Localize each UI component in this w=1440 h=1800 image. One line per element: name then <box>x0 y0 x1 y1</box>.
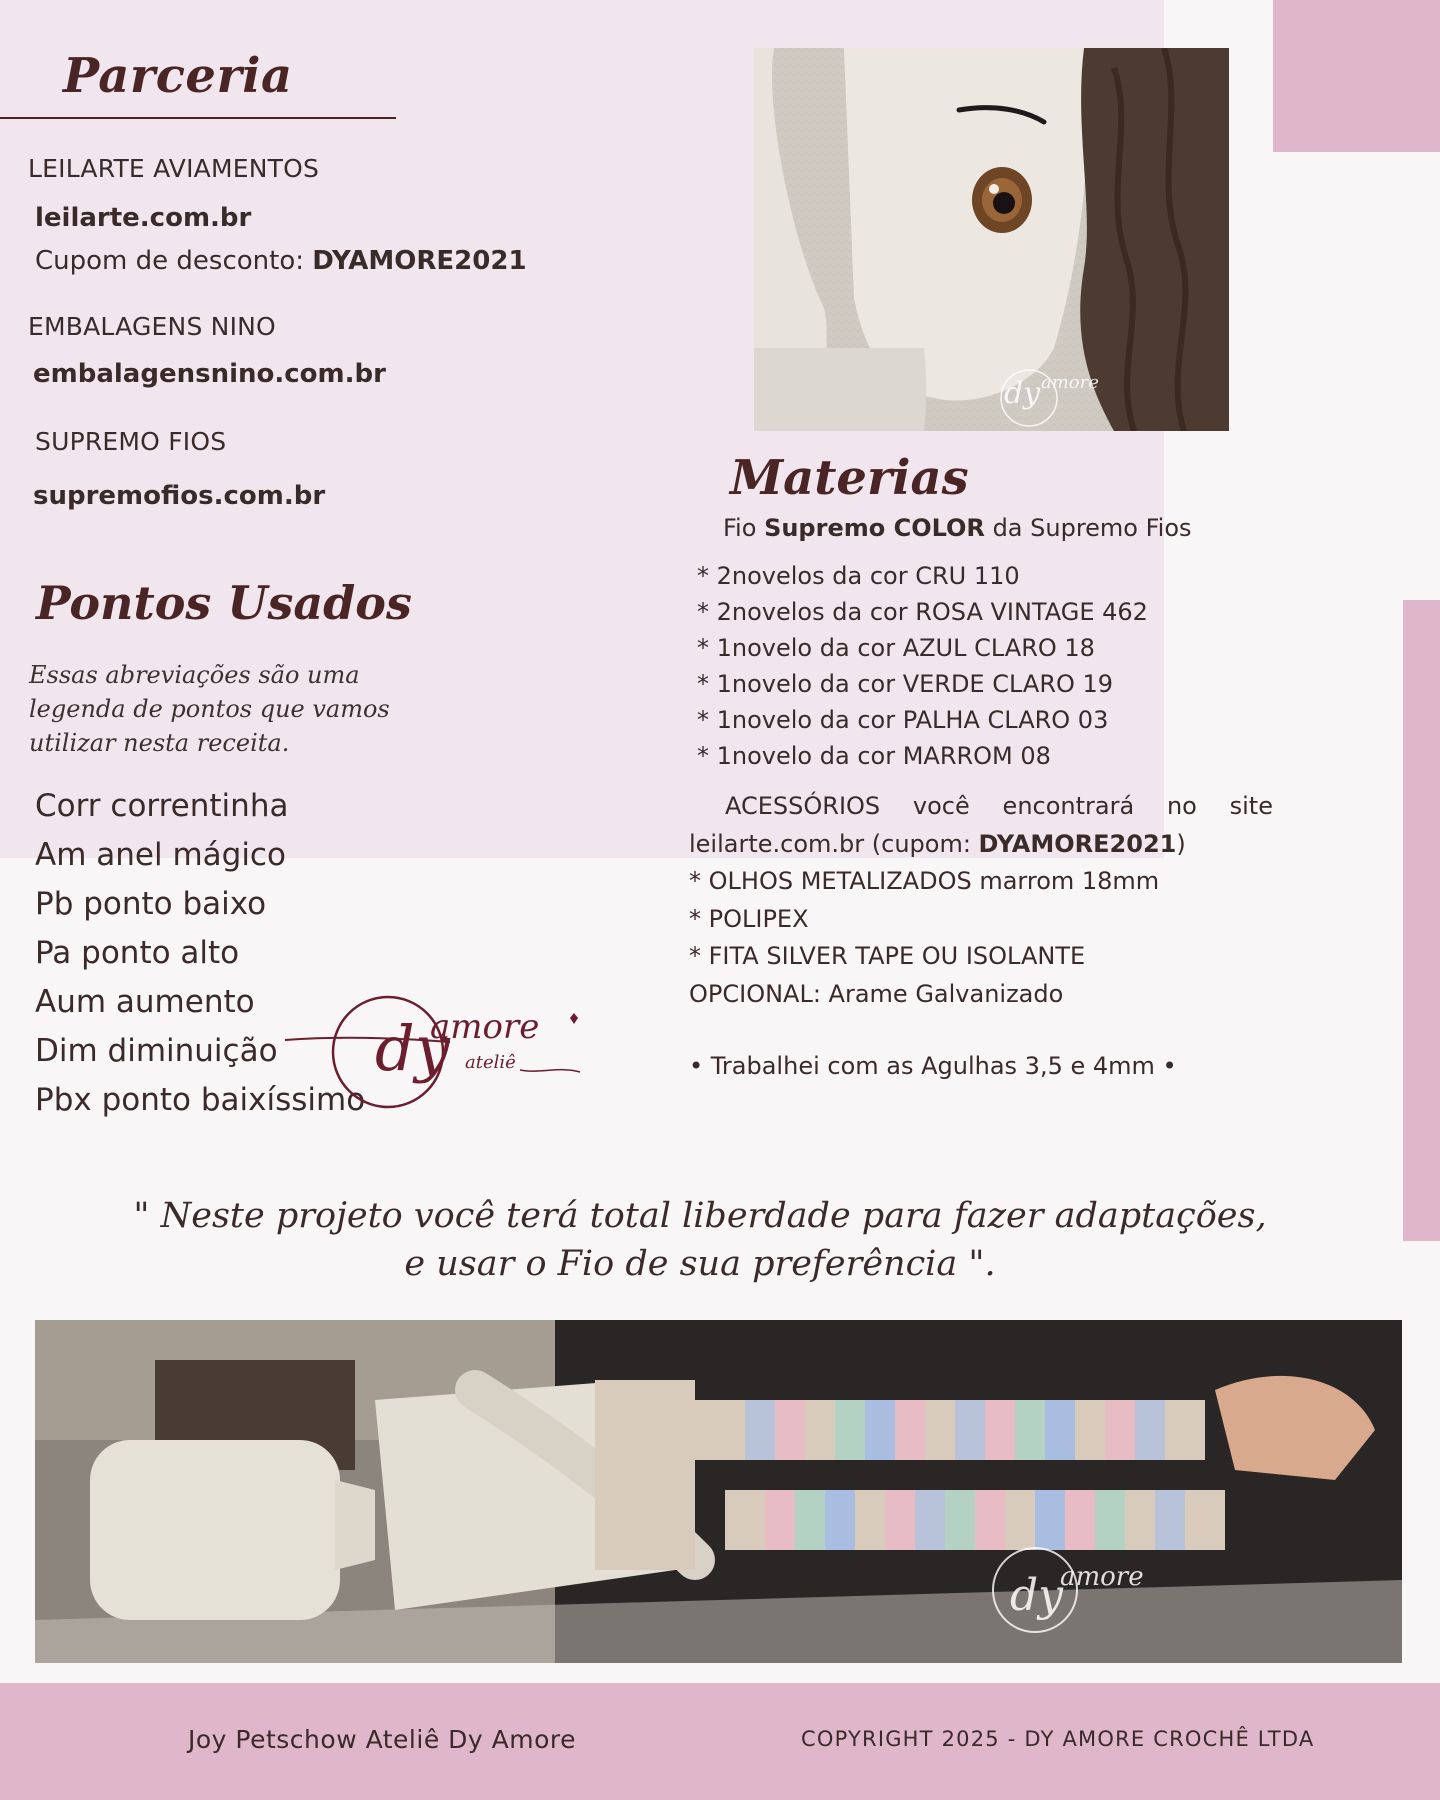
material-item: * 1novelo da cor MARROM 08 <box>697 742 1051 770</box>
accessory-item: * FITA SILVER TAPE OU ISOLANTE <box>689 942 1086 970</box>
stitches-title: Pontos Usados <box>36 576 412 630</box>
partner-link-supremo[interactable]: supremofios.com.br <box>33 481 326 511</box>
material-item: * 1novelo da cor AZUL CLARO 18 <box>697 634 1095 662</box>
logo-mark-atelie: ateliê <box>465 1052 516 1073</box>
accessories-word: site <box>1229 792 1273 820</box>
quote-line-2: e usar o Fio de sua preferência ". <box>404 1244 996 1284</box>
accessory-item: * POLIPEX <box>689 904 809 933</box>
yarn-brand: Supremo COLOR <box>764 514 985 542</box>
photo-watermark-dy: dy <box>1010 1570 1064 1621</box>
doll-face-photo <box>754 48 1229 431</box>
doll-leg-bottom <box>725 1490 1225 1550</box>
partner-link-leilarte[interactable]: leilarte.com.br <box>35 203 252 233</box>
stitch-item: Corr correntinha <box>35 788 289 824</box>
dy-amore-logo <box>280 990 590 1115</box>
accessories-intro <box>689 788 1273 826</box>
material-item: * 2novelos da cor ROSA VINTAGE 462 <box>697 598 1148 626</box>
stitch-item: Am anel mágico <box>35 837 286 873</box>
quote-line-1: " Neste projeto você terá total liberdade para fazer adaptações, <box>133 1196 1267 1236</box>
accessories-block <box>689 788 1273 1013</box>
stitch-item: Dim diminuição <box>35 1033 278 1069</box>
footer-author: Joy Petschow Ateliê Dy Amore <box>188 1725 576 1754</box>
stitch-item: Pb ponto baixo <box>35 886 267 922</box>
yarn-line <box>723 514 1192 542</box>
partnership-title: Parceria <box>63 48 293 104</box>
accessories-word: ACESSÓRIOS <box>725 792 881 820</box>
accessories-site-line <box>689 826 1273 864</box>
accessories-close: ) <box>1176 829 1186 858</box>
stitch-item: Aum aumento <box>35 984 255 1020</box>
partner-coupon <box>35 246 527 276</box>
accessories-word: encontrará <box>1002 792 1135 820</box>
accessories-site[interactable]: leilarte.com.br (cupom: <box>689 829 979 858</box>
accent-block-top-right <box>1273 0 1440 152</box>
logo-mark-amore: amore <box>430 1007 540 1047</box>
photo-watermark-amore: amore <box>1041 372 1099 393</box>
coupon-label: Cupom de desconto: <box>35 246 304 276</box>
accessories-word: você <box>912 792 970 820</box>
accessory-item: * OLHOS METALIZADOS marrom 18mm <box>689 867 1160 895</box>
photo-watermark-amore: amore <box>1060 1562 1144 1592</box>
accessories-word: no <box>1166 792 1197 820</box>
accessory-item: OPCIONAL: Arame Galvanizado <box>689 979 1064 1008</box>
material-item: * 2novelos da cor CRU 110 <box>697 562 1020 590</box>
partner-name-supremo: SUPREMO FIOS <box>35 427 227 456</box>
stitches-description: Essas abreviações são uma legenda de pontos que vamos utilizar nesta receita. <box>29 661 390 757</box>
doll-leg-top <box>685 1400 1205 1460</box>
footer <box>0 1683 1440 1800</box>
logo-mark-dy: dy <box>375 1012 450 1085</box>
accessories-coupon-code: DYAMORE2021 <box>978 829 1177 858</box>
stitch-item: Pbx ponto baixíssimo <box>35 1082 366 1118</box>
doll-body-photo <box>35 1320 1402 1663</box>
partner-link-nino[interactable]: embalagensnino.com.br <box>33 359 386 389</box>
footer-copyright: COPYRIGHT 2025 - DY AMORE CROCHÊ LTDA <box>801 1727 1315 1751</box>
yarn-suffix: da Supremo Fios <box>992 514 1192 542</box>
materials-title: Materias <box>730 450 969 506</box>
material-item: * 1novelo da cor VERDE CLARO 19 <box>697 670 1114 698</box>
materials-list <box>697 558 1148 774</box>
partnership-divider <box>0 117 396 119</box>
accent-bar-right <box>1403 600 1440 1241</box>
coupon-code: DYAMORE2021 <box>312 246 527 276</box>
partner-name-nino: EMBALAGENS NINO <box>28 312 276 341</box>
stitch-item: Pa ponto alto <box>35 935 240 971</box>
yarn-prefix: Fio <box>723 514 757 542</box>
quote <box>0 1192 1400 1288</box>
photo-watermark-dy: dy <box>1004 376 1041 411</box>
material-item: * 1novelo da cor PALHA CLARO 03 <box>697 706 1109 734</box>
needles-note: • Trabalhei com as Agulhas 3,5 e 4mm • <box>689 1052 1177 1080</box>
partner-name-leilarte: LEILARTE AVIAMENTOS <box>28 154 320 183</box>
